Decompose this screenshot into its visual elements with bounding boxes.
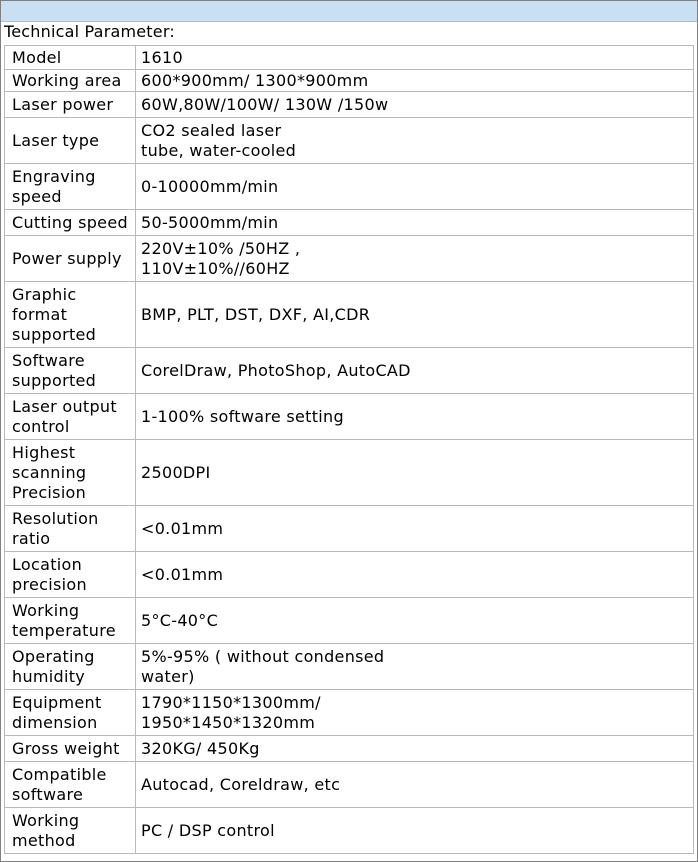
- parameter-label: Graphic format supported: [5, 282, 136, 348]
- parameter-label: Compatible software: [5, 762, 136, 808]
- parameter-label: Working temperature: [5, 598, 136, 644]
- parameter-value: <0.01mm: [136, 506, 694, 552]
- table-row: [5, 348, 694, 394]
- parameter-value: 5%-95% ( without condensed water): [136, 644, 694, 690]
- parameter-value: 60W,80W/100W/ 130W /150w: [136, 92, 694, 118]
- parameter-value: 1610: [136, 46, 694, 70]
- parameter-label: Laser output control: [5, 394, 136, 440]
- parameter-label: Cutting speed: [5, 210, 136, 236]
- parameter-label: Power supply: [5, 236, 136, 282]
- table-row: [5, 736, 694, 762]
- table-row: [5, 70, 694, 92]
- parameter-label: Equipment dimension: [5, 690, 136, 736]
- table-row: [5, 690, 694, 736]
- parameter-label: Laser power: [5, 92, 136, 118]
- table-row: [5, 46, 694, 70]
- table-row: [5, 92, 694, 118]
- parameter-label: Laser type: [5, 118, 136, 164]
- parameter-value: 5°C-40°C: [136, 598, 694, 644]
- parameter-value: PC / DSP control: [136, 808, 694, 854]
- table-row: [5, 552, 694, 598]
- table-row: [5, 394, 694, 440]
- table-row: [5, 164, 694, 210]
- parameter-value: 0-10000mm/min: [136, 164, 694, 210]
- table-row: [5, 762, 694, 808]
- parameter-table-body: [5, 46, 694, 854]
- parameter-label: Operating humidity: [5, 644, 136, 690]
- table-row: [5, 118, 694, 164]
- parameter-value: 50-5000mm/min: [136, 210, 694, 236]
- table-row: [5, 210, 694, 236]
- table-row: [5, 598, 694, 644]
- parameter-label: Resolution ratio: [5, 506, 136, 552]
- table-row: [5, 506, 694, 552]
- parameter-value: 1790*1150*1300mm/ 1950*1450*1320mm: [136, 690, 694, 736]
- parameter-value: CO2 sealed laser tube, water-cooled: [136, 118, 694, 164]
- parameter-value: 1-100% software setting: [136, 394, 694, 440]
- parameter-value: BMP, PLT, DST, DXF, AI,CDR: [136, 282, 694, 348]
- parameter-value: CorelDraw, PhotoShop, AutoCAD: [136, 348, 694, 394]
- table-row: [5, 236, 694, 282]
- section-title: Technical Parameter:: [4, 22, 175, 41]
- parameter-label: Engraving speed: [5, 164, 136, 210]
- parameter-label: Location precision: [5, 552, 136, 598]
- table-row: [5, 644, 694, 690]
- parameter-value: 320KG/ 450Kg: [136, 736, 694, 762]
- parameter-label: Gross weight: [5, 736, 136, 762]
- parameter-label: Model: [5, 46, 136, 70]
- parameter-value: 2500DPI: [136, 440, 694, 506]
- header-bar: [1, 1, 697, 22]
- parameter-value: 220V±10% /50HZ , 110V±10%//60HZ: [136, 236, 694, 282]
- table-row: [5, 440, 694, 506]
- parameter-table: [4, 45, 694, 854]
- table-row: [5, 282, 694, 348]
- parameter-label: Working area: [5, 70, 136, 92]
- parameter-value: <0.01mm: [136, 552, 694, 598]
- table-row: [5, 808, 694, 854]
- parameter-label: Highest scanning Precision: [5, 440, 136, 506]
- parameter-label: Software supported: [5, 348, 136, 394]
- parameter-label: Working method: [5, 808, 136, 854]
- parameter-value: 600*900mm/ 1300*900mm: [136, 70, 694, 92]
- parameter-value: Autocad, Coreldraw, etc: [136, 762, 694, 808]
